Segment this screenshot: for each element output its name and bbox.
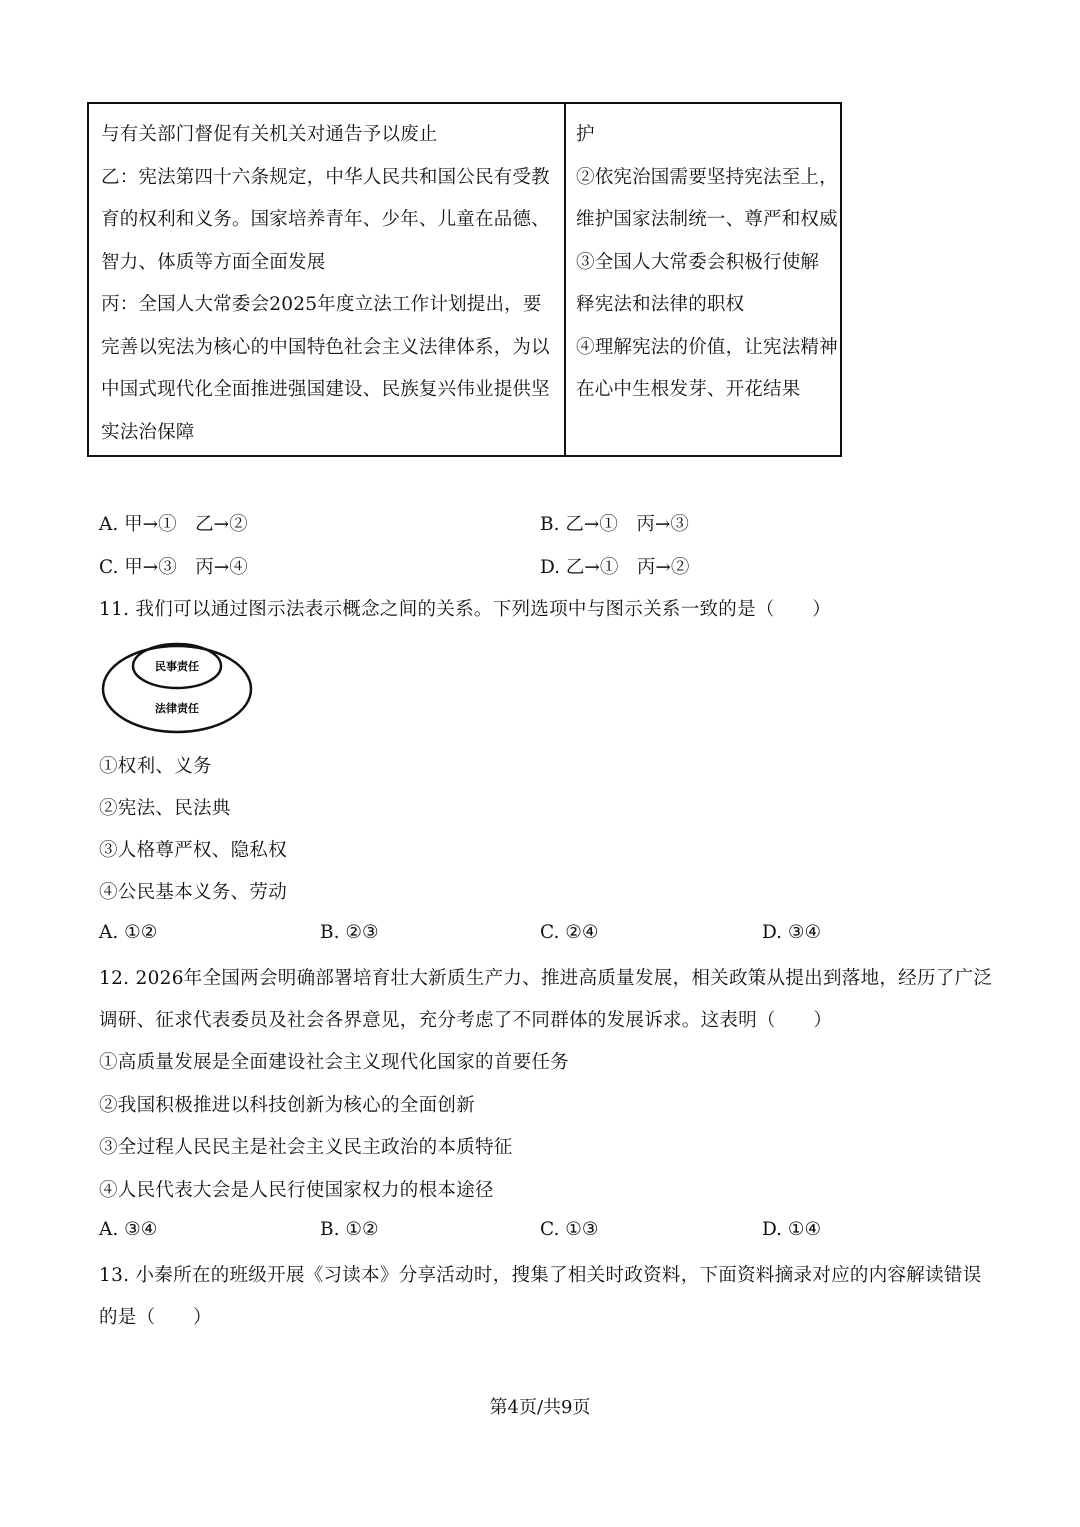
q12-stem-line2: 调研、征求代表委员及社会各界意见，充分考虑了不同群体的发展诉求。这表明（ ）: [99, 1010, 833, 1031]
table-left-line: 与有关部门督促有关机关对通告予以废止: [101, 124, 438, 145]
q11-item: ①权利、义务: [99, 756, 212, 777]
table-left-line: 完善以宪法为核心的中国特色社会主义法律体系，为以: [101, 336, 550, 358]
q11-option-a[interactable]: A. ①②: [99, 922, 158, 943]
q11-stem: 11. 我们可以通过图示法表示概念之间的关系。下列选项中与图示关系一致的是（ ）: [99, 599, 832, 620]
table-right-line: ②依宪治国需要坚持宪法至上，: [576, 166, 838, 188]
q12-option-c[interactable]: C. ①③: [540, 1219, 599, 1240]
q11-item: ③人格尊严权、隐私权: [99, 840, 288, 861]
q11-item: ④公民基本义务、劳动: [99, 882, 288, 903]
q12-stem-line1: 12. 2026年全国两会明确部署培育壮大新质生产力、推进高质量发展，相关政策从提出到落地，经历了广泛: [99, 968, 993, 989]
table-right-line: 在心中生根发芽、开花结果: [576, 379, 801, 400]
q11-option-b[interactable]: B. ②③: [320, 922, 379, 943]
q12-item: ①高质量发展是全面建设社会主义现代化国家的首要任务: [99, 1052, 570, 1073]
table-left-line: 智力、体质等方面全面发展: [101, 251, 326, 273]
q12-item: ②我国积极推进以科技创新为核心的全面创新: [99, 1095, 476, 1116]
table-right-line: 维护国家法制统一、尊严和权威: [576, 209, 838, 230]
q12-item: ④人民代表大会是人民行使国家权力的根本途径: [99, 1180, 494, 1201]
table-left-line: 实法治保障: [101, 421, 195, 443]
venn-outer-label: 法律责任: [155, 702, 199, 715]
page-number: 第4页/共9页: [489, 1397, 591, 1418]
table-left-line: 中国式现代化全面推进强国建设、民族复兴伟业提供坚: [101, 379, 550, 400]
q10-option-a[interactable]: A. 甲→① 乙→②: [99, 514, 248, 535]
q12-item: ③全过程人民民主是社会主义民主政治的本质特征: [99, 1137, 513, 1158]
table-left-column: [101, 114, 561, 454]
venn-inner-label: 民事责任: [155, 660, 199, 673]
q12-option-b[interactable]: B. ①②: [320, 1219, 379, 1240]
q11-option-c[interactable]: C. ②④: [540, 922, 599, 943]
table-right-line: 释宪法和法律的职权: [576, 294, 745, 315]
q10-option-b[interactable]: B. 乙→① 丙→③: [540, 514, 689, 535]
table-right-line: ④理解宪法的价值，让宪法精神: [576, 336, 838, 358]
q11-item: ②宪法、民法典: [99, 798, 231, 819]
table-column-divider: [564, 104, 566, 455]
table-right-column: [576, 114, 838, 412]
table-right-line: ③全国人大常委会积极行使解: [576, 251, 820, 273]
table-left-line: 育的权利和义务。国家培养青年、少年、儿童在品德、: [101, 209, 550, 230]
venn-diagram: [100, 640, 255, 734]
q13-stem-line2: 的是（ ）: [99, 1307, 212, 1328]
table-left-line: 丙：全国人大常委会2025年度立法工作计划提出，要: [101, 294, 542, 315]
q12-option-a[interactable]: A. ③④: [99, 1219, 158, 1240]
q10-option-c[interactable]: C. 甲→③ 丙→④: [99, 557, 248, 578]
q13-stem-line1: 13. 小秦所在的班级开展《习读本》分享活动时，搜集了相关时政资料，下面资料摘录对应的内容解读错误: [99, 1265, 982, 1286]
q12-option-d[interactable]: D. ①④: [762, 1219, 822, 1240]
q10-option-d[interactable]: D. 乙→① 丙→②: [540, 557, 690, 578]
table-right-line: 护: [576, 124, 595, 145]
matching-table: [87, 102, 842, 457]
q11-option-d[interactable]: D. ③④: [762, 922, 822, 943]
table-left-line: 乙：宪法第四十六条规定，中华人民共和国公民有受教: [101, 166, 550, 188]
